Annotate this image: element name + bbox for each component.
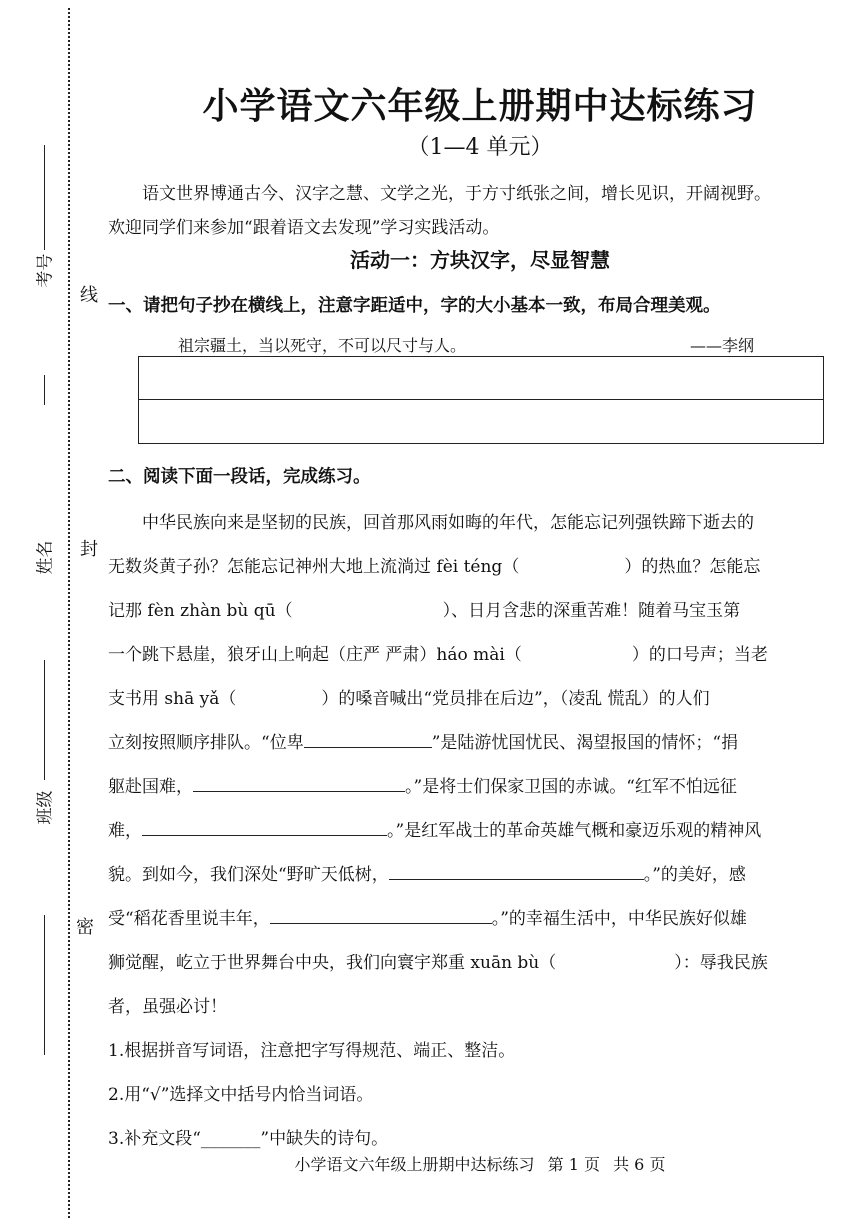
passage-line-8: 难， 。”是红军战士的革命英雄气概和豪迈乐观的精神风	[108, 821, 762, 841]
passage-line-11: 狮觉醒，屹立于世界舞台中央，我们向寰宇郑重 xuān bù（ ）：辱我民族	[108, 953, 768, 973]
footer-total-pages: 共 6 页	[613, 1155, 666, 1174]
seal-char-line: 线	[80, 285, 98, 306]
poem-answer-blank[interactable]	[270, 907, 492, 924]
binding-margin	[0, 0, 100, 1226]
poem-answer-blank[interactable]	[389, 863, 644, 880]
task-1: 1.根据拼音写词语，注意把字写得规范、端正、整洁。	[108, 1041, 516, 1061]
passage-line-10: 受“稻花香里说丰年， 。”的幸福生活中，中华民族好似雄	[108, 909, 747, 929]
binding-dotted-line	[68, 8, 70, 1218]
passage-line-5: 支书用 shā yǎ（ ）的嗓音喊出“党员排在后边”，（凌乱 慌乱）的人们	[108, 689, 710, 709]
writing-box-divider	[139, 399, 823, 400]
passage-line-7: 躯赴国难， 。”是将士们保家卫国的赤诚。“红军不怕远征	[108, 777, 737, 797]
intro-line-2: 欢迎同学们来参加“跟着语文去发现”学习实践活动。	[108, 218, 500, 238]
exam-number-line	[44, 145, 45, 250]
passage-line-1: 中华民族向来是坚韧的民族，回首那风雨如晦的年代，怎能忘记列强铁蹄下逝去的	[142, 513, 754, 533]
passage-line-3: 记那 fèn zhàn bù qū（ ）、日月含悲的深重苦难！随着马宝玉第	[108, 601, 741, 621]
class-line	[44, 915, 45, 1055]
seal-char-seal: 封	[80, 539, 98, 560]
passage-line-6: 立刻按照顺序排队。“位卑 ”是陆游忧国忧民、渴望报国的情怀；“捐	[108, 733, 739, 753]
page-title: 小学语文六年级上册期中达标练习	[202, 86, 758, 127]
poem-answer-blank[interactable]	[142, 819, 387, 836]
poem-answer-blank[interactable]	[304, 731, 432, 748]
exam-number-label: 考号	[35, 253, 56, 288]
page-footer	[110, 1152, 850, 1175]
footer-title: 小学语文六年级上册期中达标练习	[294, 1155, 535, 1174]
copy-writing-box[interactable]	[138, 356, 824, 444]
task-3: 3.补充文段“_______”中缺失的诗句。	[108, 1129, 389, 1149]
page-subtitle: （1—4 单元）	[407, 135, 553, 160]
passage-line-2: 无数炎黄子孙？怎能忘记神州大地上流淌过 fèi téng（ ）的热血？怎能忘	[108, 557, 761, 577]
class-label: 班级	[35, 790, 56, 825]
passage-line-9: 貌。到如今，我们深处“野旷天低树， 。”的美好，感	[108, 865, 746, 885]
activity-heading: 活动一：方块汉字，尽显智慧	[350, 248, 610, 272]
question-1-prompt: 一、请把句子抄在横线上，注意字距适中，字的大小基本一致，布局合理美观。	[108, 296, 721, 316]
sentence-author: ——李纲	[690, 336, 755, 355]
copy-sentence: 祖宗疆土，当以死守，不可以尺寸与人。	[178, 336, 467, 355]
question-2-prompt: 二、阅读下面一段话，完成练习。	[108, 467, 371, 487]
name-line	[44, 660, 45, 780]
margin-rule	[44, 375, 45, 405]
poem-answer-blank[interactable]	[193, 775, 405, 792]
intro-line-1: 语文世界博通古今、汉字之慧、文学之光，于方寸纸张之间，增长见识，开阔视野。	[142, 184, 771, 204]
passage-line-12: 者，虽强必讨！	[108, 997, 227, 1017]
name-label: 姓名	[35, 540, 56, 575]
seal-char-secret: 密	[76, 917, 94, 938]
passage-line-4: 一个跳下悬崖，狼牙山上响起（庄严 严肃）háo mài（ ）的口号声；当老	[108, 645, 768, 665]
footer-page-number: 第 1 页	[547, 1155, 600, 1174]
task-2: 2.用“√”选择文中括号内恰当词语。	[108, 1085, 374, 1105]
